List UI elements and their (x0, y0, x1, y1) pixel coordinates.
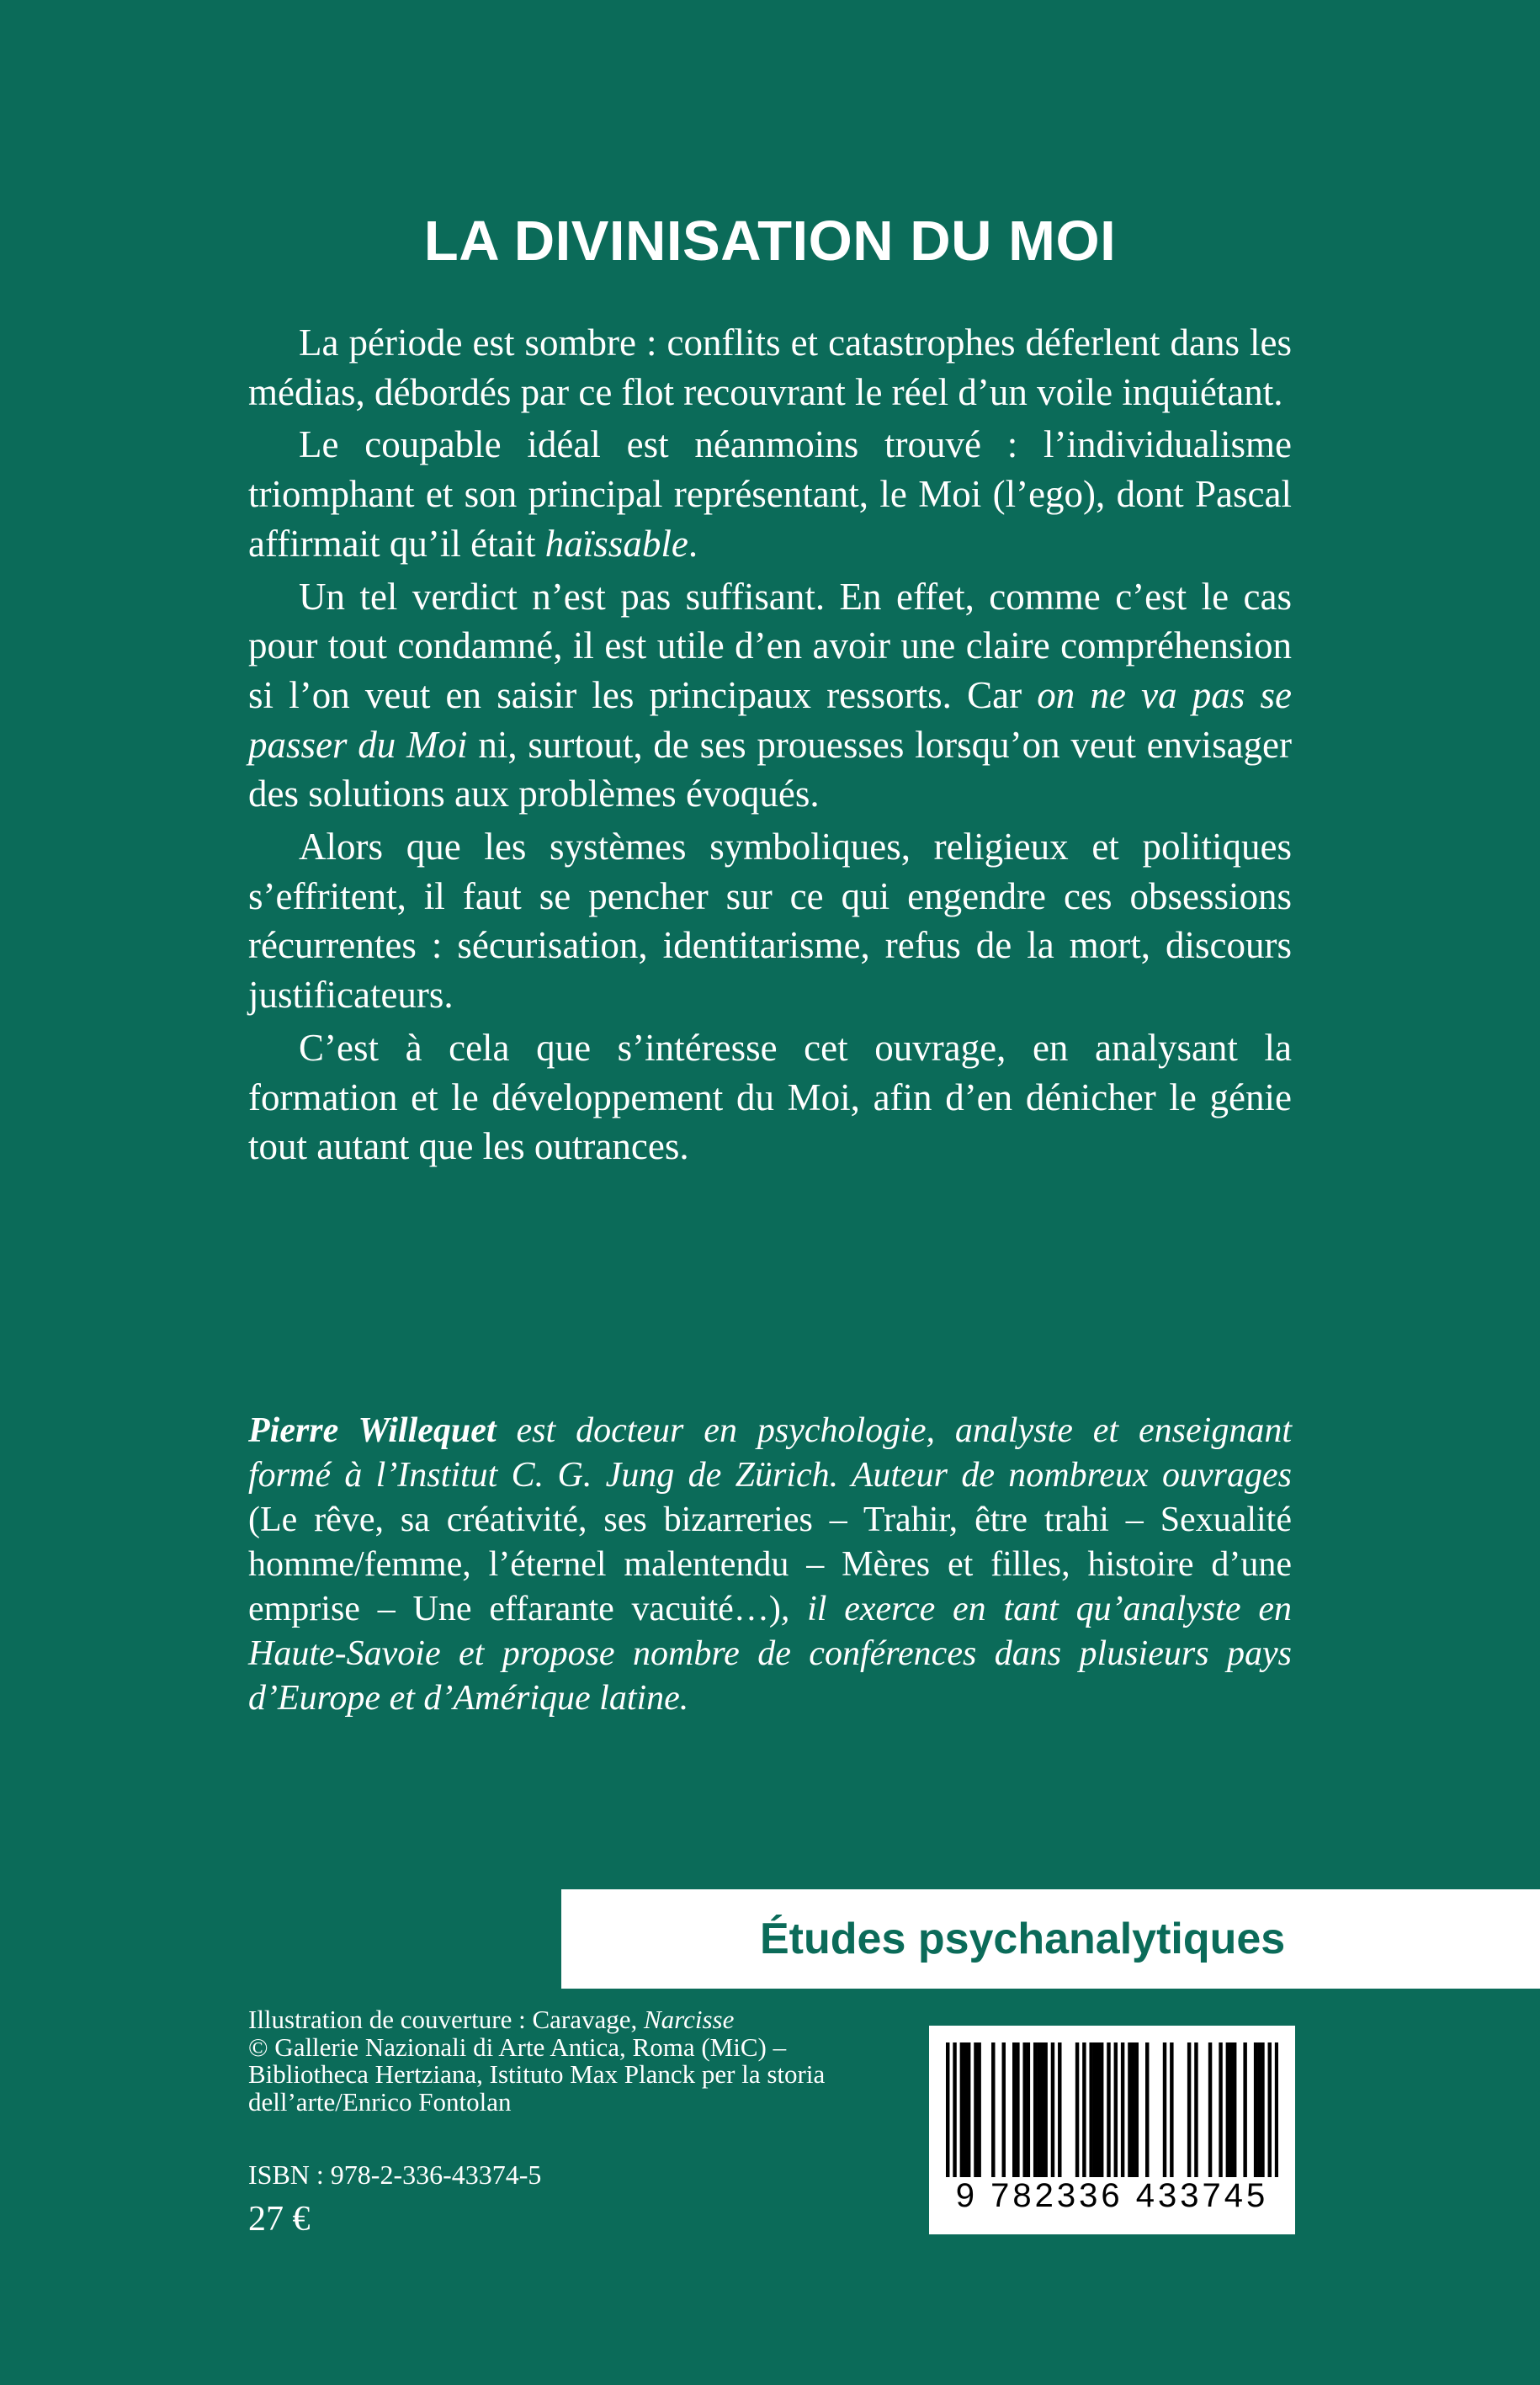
barcode-bar (1121, 2042, 1124, 2177)
barcode-bar (1043, 2042, 1047, 2177)
barcode-bar (974, 2042, 977, 2177)
bio-outro: , il exerce en tant qu’analyste en Haute-Savoie et propose nombre de conférences dans plusieurs pays d’Europe et d’Amérique latine. (248, 1590, 1293, 1718)
blurb-paragraph-2 (248, 420, 1292, 568)
barcode-bar (1254, 2042, 1257, 2177)
isbn: ISBN : 978-2-336-43374-5 (248, 2159, 542, 2190)
barcode-bar (1128, 2042, 1131, 2177)
barcode-digits: 9 782336 433745 (955, 2177, 1269, 2214)
blurb (248, 318, 1292, 1175)
blurb-paragraph-5 (248, 1023, 1292, 1171)
barcode-bar (953, 2042, 956, 2177)
barcode-bar (1037, 2042, 1040, 2177)
barcode-bar (1163, 2042, 1166, 2177)
barcode-bar (1208, 2042, 1212, 2177)
barcode-bar (1229, 2042, 1233, 2177)
barcode-bar (1002, 2042, 1006, 2177)
barcode-bar (1275, 2042, 1278, 2177)
cover-credits (248, 2006, 854, 2116)
barcode-bar (967, 2042, 970, 2177)
bio-intro: est docteur en psychologie, analyste et enseignant formé à l’Institut C. G. Jung de Zürich. Auteur de nombreux ouvrages (248, 1411, 1292, 1495)
paragraph-2-text: Le coupable idéal est néanmoins trouvé : l’individualisme triomphant et son principal représentant, le Moi (l’ego), dont Pascal affirmait qu’il était (248, 423, 1292, 565)
credits-artwork: Narcisse (643, 2005, 735, 2034)
barcode-bar (1243, 2042, 1246, 2177)
paragraph-3-text: Un tel verdict n’est pas suffisant. En effet, comme c’est le cas pour tout condamné, il est utile d’en avoir une claire compréhension si l’on veut en saisir les principaux ressorts. Car (248, 575, 1292, 716)
barcode-bar (1097, 2042, 1100, 2177)
author-name: Pierre Willequet (248, 1411, 497, 1450)
barcode-bar (1131, 2042, 1134, 2177)
series-band (561, 1889, 1540, 1989)
barcode-bar (946, 2042, 949, 2177)
barcode-bar (1012, 2042, 1016, 2177)
barcode-bar (1114, 2042, 1118, 2177)
barcode-bar (1268, 2042, 1272, 2177)
paragraph-1-text: La période est sombre : conflits et catastrophes déferlent dans les médias, débordés par ce flot recouvrant le réel d’un voile inquiétant. (248, 321, 1292, 413)
barcode-bar (991, 2042, 995, 2177)
bio-works: (Le rêve, sa créativité, ses bizarreries – Trahir, être trahi – Sexualité homme/femme, l’éternel malentendu – Mères et filles, histoire d’une emprise – Une effarante vacuité…) (248, 1501, 1292, 1628)
credits-prefix: Illustration de couverture : Caravage, (248, 2005, 644, 2034)
barcode-bar (1170, 2042, 1173, 2177)
paragraph-3-end: ni, surtout, de ses prouesses lorsqu’on veut envisager des solutions aux problèmes évoqués. (248, 723, 1293, 815)
blurb-paragraph-3 (248, 572, 1292, 820)
barcode-bar (1219, 2042, 1222, 2177)
barcode-bar (960, 2042, 964, 2177)
barcode-bar (1100, 2042, 1103, 2177)
book-title: LA DIVINISATION DU MOI (423, 210, 1117, 273)
blurb-paragraph-4 (248, 822, 1292, 1020)
barcode-bar (1145, 2042, 1149, 2177)
barcode-bar (1082, 2042, 1086, 2177)
barcode-bar (1089, 2042, 1092, 2177)
price: 27 € (248, 2200, 311, 2239)
barcode-bar (1107, 2042, 1110, 2177)
barcode-bar (1022, 2042, 1026, 2177)
barcode (929, 2026, 1295, 2234)
barcode-bar (1135, 2042, 1139, 2177)
blurb-paragraph-1 (248, 318, 1292, 417)
barcode-bar (977, 2042, 980, 2177)
barcode-bar (1033, 2042, 1037, 2177)
credits-rest: © Gallerie Nazionali di Arte Antica, Roma (MiC) – Bibliotheca Hertziana, Istituto Max Planck per la storia dell’arte/Enrico Fontolan (248, 2032, 826, 2117)
barcode-bar (1093, 2042, 1097, 2177)
barcode-bar (1257, 2042, 1261, 2177)
barcode-bar (1187, 2042, 1191, 2177)
barcode-bar (1040, 2042, 1043, 2177)
barcode-bar (1051, 2042, 1054, 2177)
barcode-bar (964, 2042, 967, 2177)
barcode-bar (1058, 2042, 1061, 2177)
barcode-bar (1027, 2042, 1030, 2177)
barcode-bar (1261, 2042, 1264, 2177)
series-name: Études psychanalytiques (760, 1915, 1286, 1963)
paragraph-4-text: Alors que les systèmes symboliques, religieux et politiques s’effritent, il faut se pencher sur ce qui engendre ces obsessions récurrentes : sécurisation, identitarisme, refus de la mort, discours justificateurs. (248, 826, 1292, 1017)
barcode-bar (1194, 2042, 1197, 2177)
paragraph-3-emphasis: on ne va pas se passer du Moi (248, 673, 1292, 766)
paragraph-2-end: . (688, 522, 698, 565)
barcode-bar (1016, 2042, 1019, 2177)
barcode-bar (1226, 2042, 1229, 2177)
barcode-bars (946, 2042, 1278, 2177)
barcode-bar (1075, 2042, 1079, 2177)
paragraph-5-text: C’est à cela que s’intéresse cet ouvrage, en analysant la formation et le développement du Moi, afin d’en dénicher le génie tout autant que les outrances. (248, 1026, 1292, 1168)
author-bio (248, 1409, 1292, 1721)
barcode-bar (1233, 2042, 1236, 2177)
paragraph-2-emphasis: haïssable (544, 522, 688, 565)
